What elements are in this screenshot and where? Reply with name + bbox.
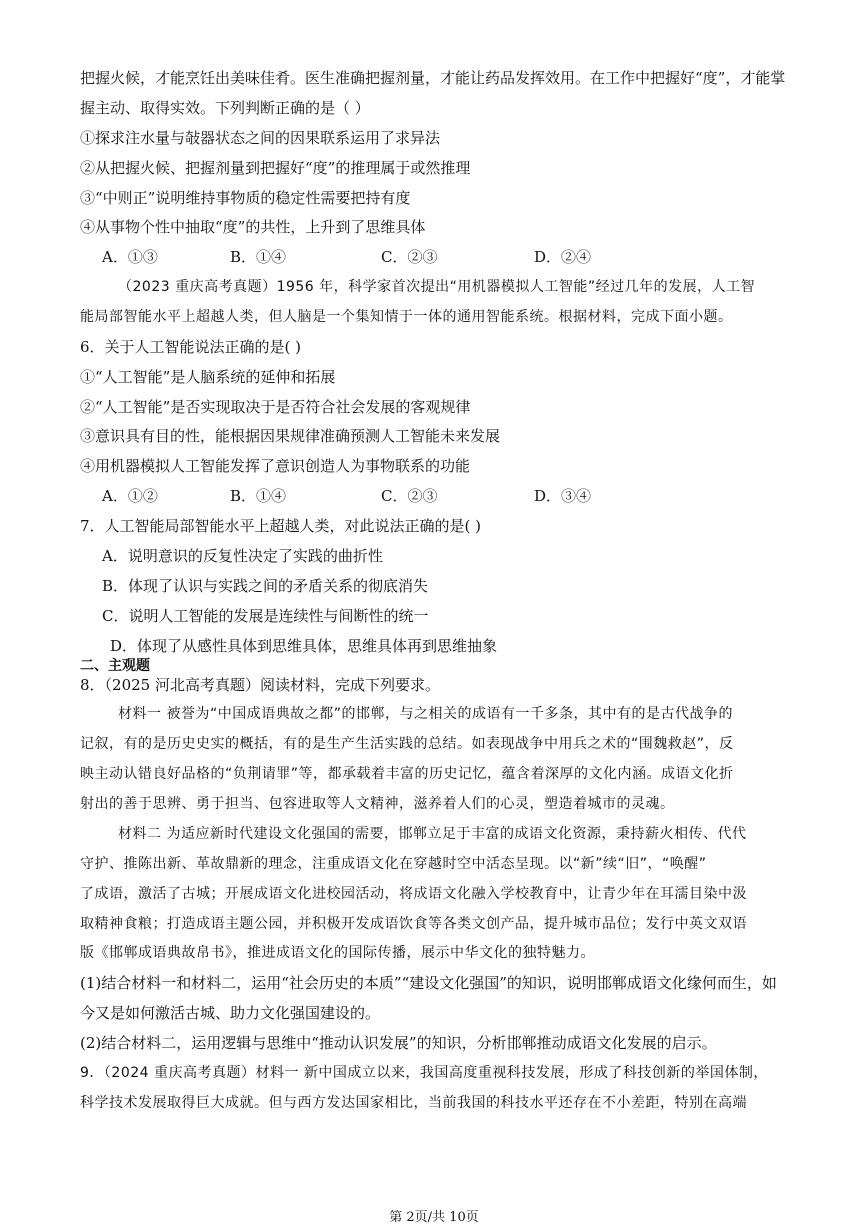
q7-option-b: B．体现了认识与实践之间的矛盾关系的彻底消失 [102, 577, 429, 595]
prev-item-2: ②从把握火候、把握剂量到把握好“度”的推理属于或然推理 [80, 159, 471, 177]
q8-material1-line1: 材料一 被誉为“中国成语典故之都”的邯郸，与之相关的成语有一千多条，其中有的是古代战争的 [118, 706, 733, 722]
q7-option-c: C．说明人工智能的发展是连续性与间断性的统一 [102, 607, 429, 625]
prev-option-a: A．①③ [102, 248, 158, 266]
q9-line1: 9．（2024 重庆高考真题）材料一 新中国成立以来，我国高度重视科技发展，形成了科技创新的举国体制， [80, 1065, 768, 1081]
page-number: 第 2页/共 10页 [389, 1210, 479, 1225]
q8-material2-line2: 守护、推陈出新、革故鼎新的理念，注重成语文化在穿越时空中活态呈现。以“新”续“旧”，“唤醒” [80, 856, 707, 872]
prev-stem-line1: 把握火候，才能烹饪出美味佳肴。医生准确把握剂量，才能让药品发挥效用。在工作中把握好“度”，才能掌 [80, 69, 786, 87]
prev-item-1: ①探求注水量与敧器状态之间的因果联系运用了求异法 [80, 129, 441, 147]
q6-item-2: ②“人工智能”是否实现取决于是否符合社会发展的客观规律 [80, 398, 471, 416]
prev-item-4: ④从事物个性中抽取“度”的共性，上升到了思维具体 [80, 218, 426, 236]
prev-stem-line2: 握主动、取得实效。下列判断正确的是（ ） [80, 99, 370, 117]
q8-material1-line3: 映主动认错良好品格的“负荆请罪”等，都承载着丰富的历史记忆，蕴含着深厚的文化内涵。成语文化折 [80, 766, 734, 782]
q8-part1-line2: 今又是如何激活古城、助力文化强国建设的。 [80, 1004, 381, 1022]
group-intro-line2: 能局部智能水平上超越人类，但人脑是一个集知情于一体的通用智能系统。根据材料，完成下面小题。 [80, 309, 733, 325]
q8-material1-line2: 记叙，有的是历史史实的概括，有的是生产生活实践的总结。如表现战争中用兵之术的“围魏救赵”，反 [80, 736, 734, 752]
q7-stem: 7．人工智能局部智能水平上超越人类，对此说法正确的是( ) [80, 517, 482, 535]
q8-material1-line4: 射出的善于思辨、勇于担当、包容进取等人文精神，滋养着人们的心灵，塑造着城市的灵魂。 [80, 796, 675, 812]
prev-option-c: C．②③ [381, 248, 438, 266]
prev-option-b: B．①④ [230, 248, 287, 266]
q6-option-a: A．①② [102, 487, 158, 505]
group-intro-line1: （2023 重庆高考真题）1956 年，科学家首次提出“用机器模拟人工智能”经过几年的发展，人工智 [118, 279, 756, 295]
prev-option-d: D．②④ [534, 248, 592, 266]
q8-material2-line1: 材料二 为适应新时代建设文化强国的需要，邯郸立足于丰富的成语文化资源，秉持薪火相传、代代 [118, 826, 747, 842]
q6-item-1: ①“人工智能”是人脑系统的延伸和拓展 [80, 368, 336, 386]
q7-option-a: A．说明意识的反复性决定了实践的曲折性 [102, 547, 383, 565]
q8-material2-line3: 了成语，激活了古城；开展成语文化进校园活动，将成语文化融入学校教育中，让青少年在耳濡目染中汲 [80, 886, 747, 902]
q9-line2: 科学技术发展取得巨大成就。但与西方发达国家相比，当前我国的科技水平还存在不小差距，特别在高端 [80, 1095, 747, 1111]
q6-option-b: B．①④ [230, 487, 287, 505]
q8-part2: (2)结合材料二，运用逻辑与思维中“推动认识发展”的知识，分析邯郸推动成语文化发展的启示。 [80, 1034, 717, 1052]
q8-material2-line5: 版《邯郸成语典故帛书》，推进成语文化的国际传播，展示中华文化的独特魅力。 [80, 945, 595, 961]
q6-item-4: ④用机器模拟人工智能发挥了意识创造人为事物联系的功能 [80, 457, 471, 475]
q8-part1-line1: (1)结合材料一和材料二，运用“社会历史的本质”“建设文化强国”的知识，说明邯郸成语文化缘何而生，如 [80, 974, 777, 992]
q6-stem: 6．关于人工智能说法正确的是( ) [80, 338, 302, 356]
q6-item-3: ③意识具有目的性，能根据因果规律准确预测人工智能未来发展 [80, 427, 501, 445]
q6-option-d: D．③④ [534, 487, 592, 505]
q8-stem: 8．（2025 河北高考真题）阅读材料，完成下列要求。 [80, 676, 440, 694]
q8-material2-line4: 取精神食粮；打造成语主题公园，并积极开发成语饮食等各类文创产品，提升城市品位；发行中英文双语 [80, 916, 747, 932]
q7-option-d: D．体现了从感性具体到思维具体，思维具体再到思维抽象 [110, 637, 498, 655]
q6-option-c: C．②③ [381, 487, 438, 505]
prev-item-3: ③“中则正”说明维持事物质的稳定性需要把持有度 [80, 189, 411, 207]
section-heading: 二、主观题 [80, 658, 150, 674]
